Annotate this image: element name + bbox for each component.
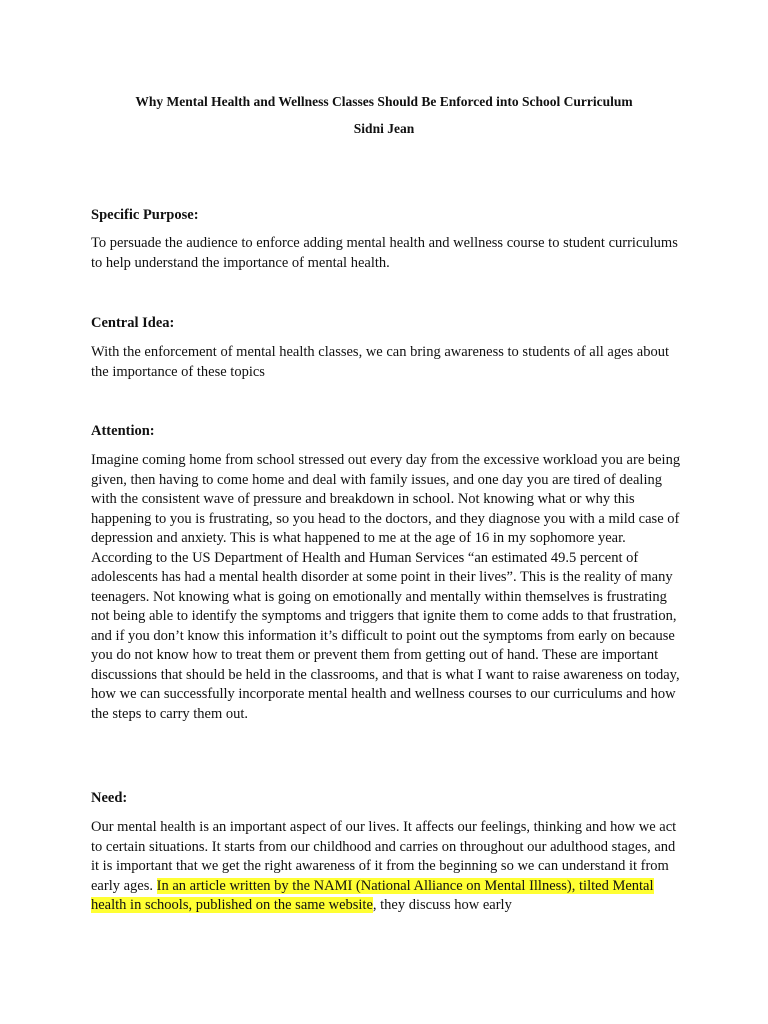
need-text-end: , they discuss how early: [372, 897, 512, 913]
need-text-start: Our mental health is an important aspect of our lives. It affects our feelings, thinking and how we act to certain situations. It starts from our childhood and carries on throughout our adulthood stages, and it is important that we get the right awareness of it from the beginning so we can understand it from early ages.: [91, 819, 677, 894]
attention-text: Imagine coming home from school stressed out every day from the excessive workload you are being given, then having to come home and deal with family issues, and one day you are tired of dealing with the consistent wave of pressure and breakdown in school. Not knowing what or why this happening to you is frustrating, so you head to the doctors, and they diagnose you with a mild case of depression and anxiety. This is what happened to me at the age of 16 in my sophomore year. According to the US Department of Health and Human Services “an estimated 49.5 percent of adolescents has had a mental health disorder at some point in their lives”. This is the reality of many teenagers. Not knowing what is going on emotionally and mentally within themselves is frustrating not being able to identify the symptoms and triggers that ignite them to come adds to that frustration, and if you don’t know this information it’s difficult to point out the symptoms from early on because you do not know how to treat them or prevent them from getting out of hand. These are important discussions that should be held in the classrooms, and that is what I want to raise awareness on today, how we can successfully incorporate mental health and wellness courses to our curriculums and how the steps to carry them out.: [91, 452, 681, 722]
document-author: Sidni Jean: [353, 121, 415, 136]
need-text-highlight: In an article written by the NAMI (National Alliance on Mental Illness), tilted Mental health in schools, published on the same website: [91, 877, 654, 913]
need-text: [91, 818, 681, 916]
specific-purpose-heading: Specific Purpose:: [91, 207, 199, 223]
specific-purpose-text: To persuade the audience to enforce adding mental health and wellness course to student curriculums to help understand the importance of mental health.: [91, 235, 678, 271]
central-idea-heading: Central Idea:: [91, 315, 175, 331]
document-title: Why Mental Health and Wellness Classes Should Be Enforced into School Curriculum: [135, 94, 633, 109]
attention-heading: Attention:: [91, 423, 155, 439]
need-heading: Need:: [91, 790, 128, 806]
central-idea-text: With the enforcement of mental health classes, we can bring awareness to students of all ages about the importance of these topics: [91, 344, 670, 380]
